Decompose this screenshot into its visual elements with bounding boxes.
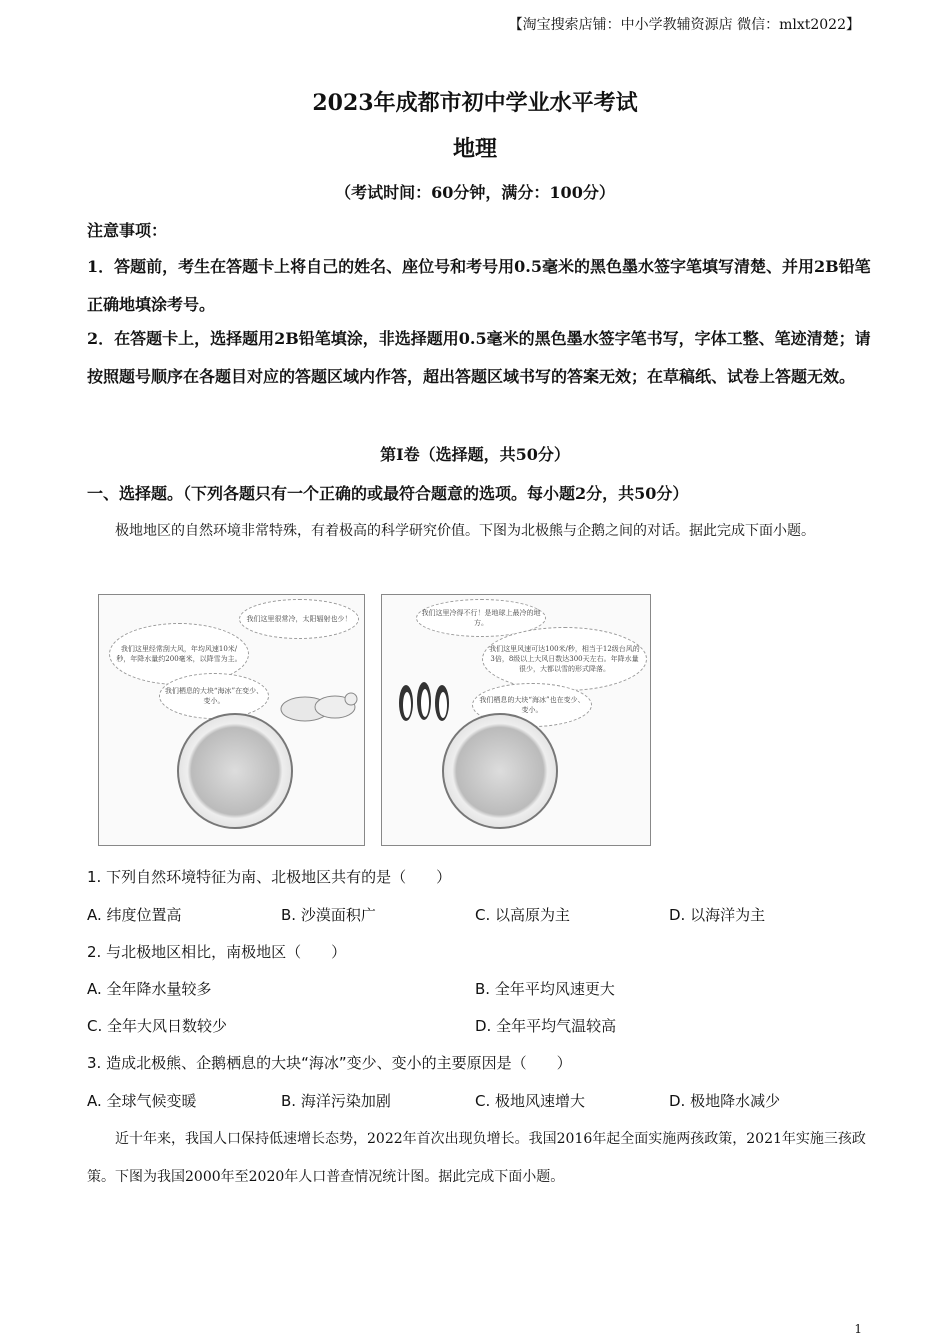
figure-south-pole-panel: [381, 594, 651, 846]
question-3-option-b: B. 海洋污染加剧: [281, 1092, 391, 1110]
question-3-stem: 3. 造成北极熊、企鹅栖息的大块“海冰”变少、变小的主要原因是（ ）: [87, 1054, 572, 1072]
question-3-option-a: A. 全球气候变暖: [87, 1092, 197, 1110]
notice-item-1: 1．答题前，考生在答题卡上将自己的姓名、座位号和考号用0.5毫米的黑色墨水签字笔填写清楚、并用2B铅笔正确地填涂考号。: [87, 257, 871, 314]
exam-title: 2023年成都市初中学业水平考试: [312, 90, 638, 116]
speech-bubble: 我们这里经常刮大风，年均风速10米/秒，年降水量约200毫米，以降雪为主。: [109, 623, 249, 685]
question-2-stem: 2. 与北极地区相比，南极地区（ ）: [87, 943, 347, 961]
intro-paragraph-2: 近十年来，我国人口保持低速增长态势，2022年首次出现负增长。我国2016年起全面实施两孩政策，2021年实施三孩政策。下图为我国2000年至2020年人口普查情况统计图。据此完成下面小题。: [87, 1131, 866, 1185]
south-pole-map: [442, 713, 558, 829]
speech-bubble: 我们栖息的大块“海冰”也在变少、变小。: [472, 683, 592, 727]
section-heading: 一、选择题。（下列各题只有一个正确的或最符合题意的选项。每小题2分，共50分）: [87, 484, 689, 503]
subject-title: 地理: [452, 136, 497, 162]
speech-bubble: 我们栖息的大块“海冰”在变少、变小。: [159, 673, 269, 719]
header-note: 【淘宝搜索店铺：中小学教辅资源店 微信：mlxt2022】: [508, 17, 860, 33]
speech-bubble: 我们这里很常冷，太阳辐射也少！: [239, 599, 359, 639]
notice-item-2: 2．在答题卡上，选择题用2B铅笔填涂，非选择题用0.5毫米的黑色墨水签字笔书写，字体工整、笔迹清楚；请按照题号顺序在各题目对应的答题区域内作答，超出答题区域书写的答案无效；在草稿纸、试卷上答题无效。: [87, 329, 871, 386]
question-3-option-c: C. 极地风速增大: [475, 1092, 586, 1110]
speech-bubble: 我们这里冷得不行！是地球上最冷的地方。: [416, 599, 546, 637]
figure-north-pole-panel: [98, 594, 365, 846]
question-2-option-a: A. 全年降水量较多: [87, 980, 212, 998]
question-2-option-b: B. 全年平均风速更大: [475, 980, 615, 998]
question-1-stem: 1. 下列自然环境特征为南、北极地区共有的是（ ）: [87, 868, 452, 886]
part-heading: 第Ⅰ卷（选择题，共50分）: [380, 445, 570, 464]
north-pole-map: [177, 713, 293, 829]
question-2-option-c: C. 全年大风日数较少: [87, 1017, 228, 1035]
question-1-option-c: C. 以高原为主: [475, 906, 571, 924]
question-1-option-b: B. 沙漠面积广: [281, 906, 376, 924]
question-2-option-d: D. 全年平均气温较高: [475, 1017, 617, 1035]
exam-info: （考试时间：60分钟，满分：100分）: [335, 183, 615, 202]
page-number: 1: [854, 1322, 862, 1336]
penguin-illustration: [394, 673, 454, 725]
question-1-option-a: A. 纬度位置高: [87, 906, 182, 924]
speech-bubble: 我们这里风速可达100米/秒，相当于12级台风的3倍，8级以上大风日数达300天左右。年降水量很少，大都以雪的形式降落。: [482, 627, 647, 691]
question-1-option-d: D. 以海洋为主: [669, 906, 766, 924]
intro-paragraph-1: 极地地区的自然环境非常特殊，有着极高的科学研究价值。下图为北极熊与企鹅之间的对话。据此完成下面小题。: [115, 523, 815, 539]
polar-bear-illustration: [277, 681, 359, 725]
question-3-option-d: D. 极地降水减少: [669, 1092, 781, 1110]
notice-heading: 注意事项：: [87, 221, 168, 240]
